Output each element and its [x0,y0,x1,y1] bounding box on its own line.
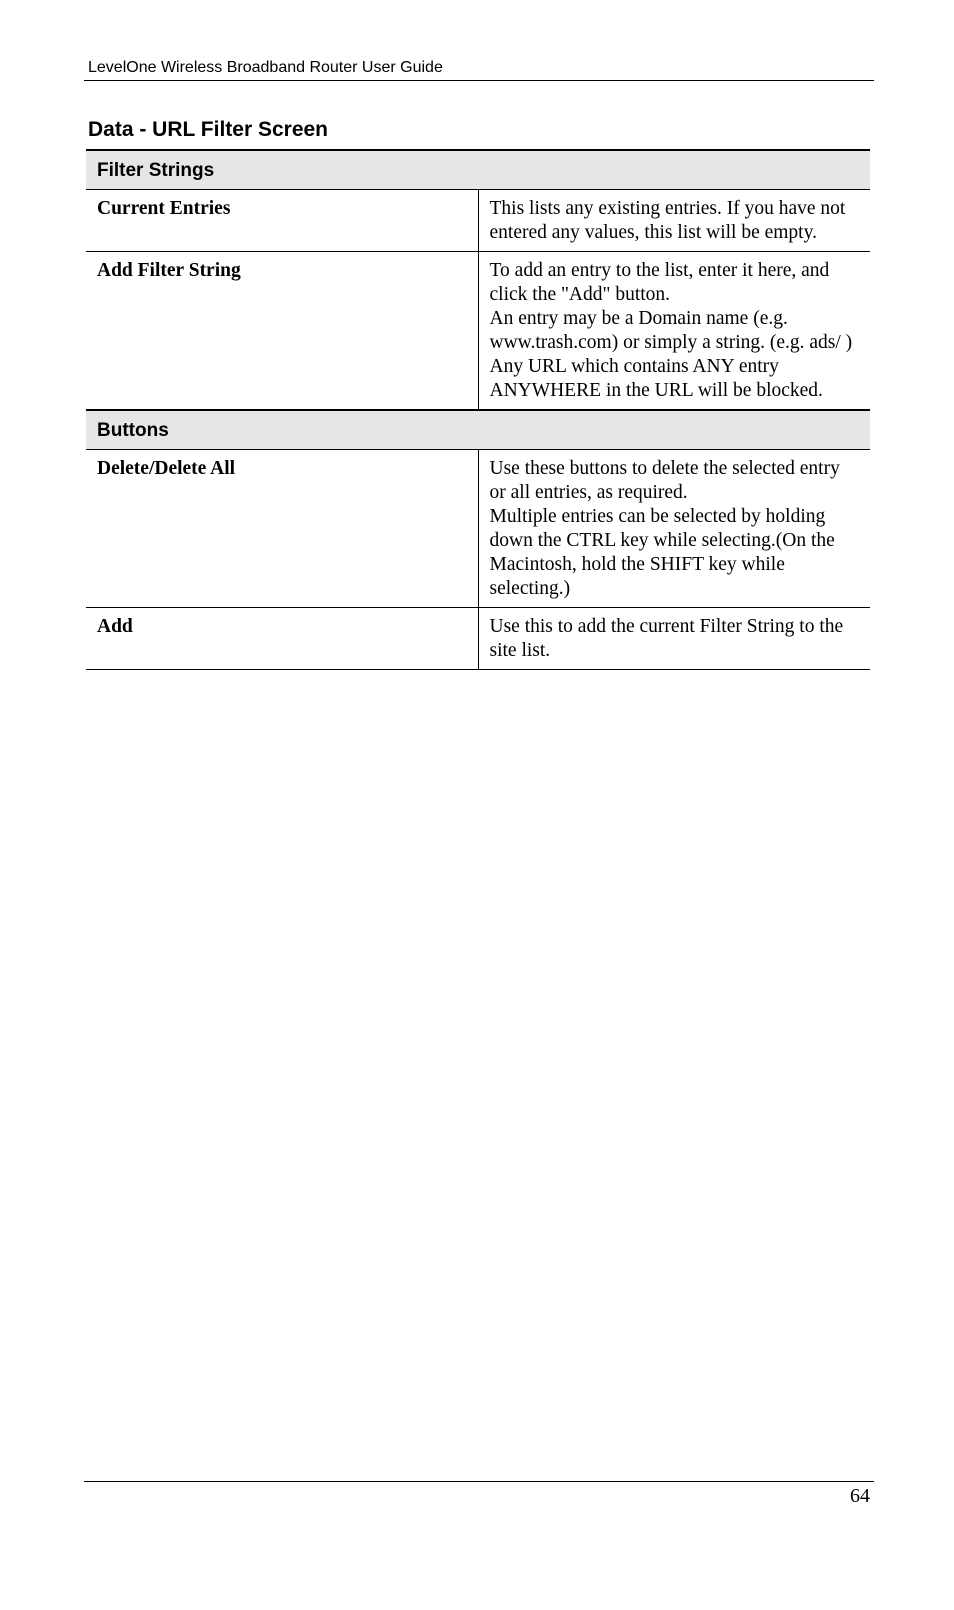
table-row-add-filter-string [86,252,870,411]
description-line: To add an entry to the list, enter it here, and click the "Add" button. [489,260,830,305]
row-description [478,190,870,252]
description-line: Use these buttons to delete the selected entry or all entries, as required. [489,458,840,503]
page-number: 64 [850,1485,870,1507]
group-label: Filter Strings [86,150,870,190]
footer-rule [84,1481,874,1482]
section-title: Data - URL Filter Screen [88,118,329,141]
group-label: Buttons [86,410,870,450]
row-term: Add Filter String [86,252,478,411]
parameter-table [86,149,870,670]
table-row-add [86,608,870,670]
description-line: An entry may be a Domain name (e.g. www.trash.com) or simply a string. (e.g. ads/ ) [489,308,853,353]
group-row-filter-strings [86,150,870,190]
row-description [478,252,870,411]
header-rule [84,80,874,81]
description-line: This lists any existing entries. If you have not entered any values, this list will be empty. [489,198,846,243]
row-term: Current Entries [86,190,478,252]
group-row-buttons [86,410,870,450]
table-row-current-entries [86,190,870,252]
description-line: Any URL which contains ANY entry ANYWHERE in the URL will be blocked. [489,356,823,401]
description-line: Use this to add the current Filter String to the site list. [489,616,844,661]
row-description [478,450,870,608]
running-header: LevelOne Wireless Broadband Router User Guide [88,59,443,76]
table-row-delete-delete-all [86,450,870,608]
row-description [478,608,870,670]
row-term: Delete/Delete All [86,450,478,608]
row-term: Add [86,608,478,670]
description-line: Multiple entries can be selected by holding down the CTRL key while selecting.(On the Macintosh, hold the SHIFT key while selecting.) [489,506,835,599]
